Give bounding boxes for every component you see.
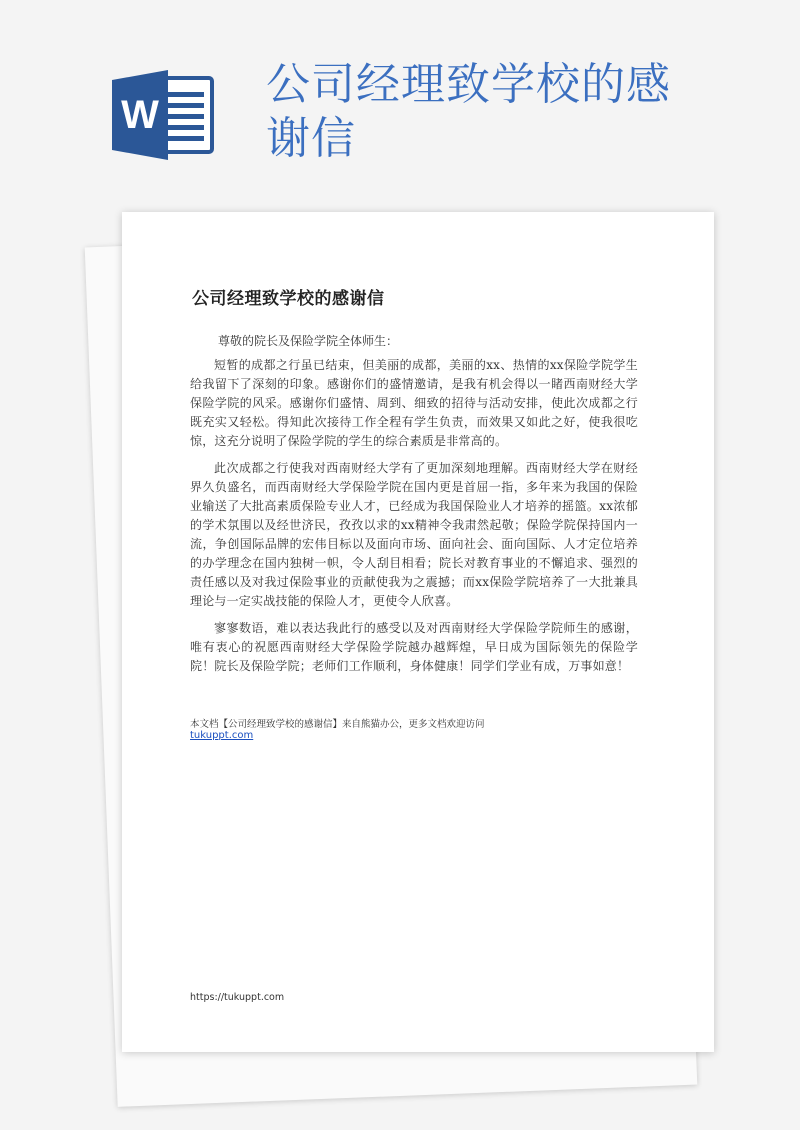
document-page: [122, 212, 714, 1052]
word-letter: W: [121, 93, 159, 137]
source-footnote: 本文档【公司经理致学校的感谢信】来自熊猫办公，更多文档欢迎访问: [190, 719, 485, 730]
letter-body: [190, 356, 638, 684]
paragraph-2: 此次成都之行使我对西南财经大学有了更加深刻地理解。西南财经大学在财经界久负盛名，而西南财经大学保险学院在国内更是首屈一指，多年来为我国的保险业输送了大批高素质保险专业人才，已经成为我国保险业人才培养的摇篮。xx浓郁的学术氛围以及经世济民，孜孜以求的xx精神令我肃然起敬；保险学院保持国内一流，争创国际品牌的宏伟目标以及面向市场、面向社会、面向国际、人才定位培养的办学理念在国内独树一帜，令人刮目相看；院长对教育事业的不懈追求、强烈的责任感以及对我过保险事业的贡献使我为之震撼；而xx保险学院培养了一大批兼具理论与一定实战技能的保险人才，更使令人欣喜。: [190, 461, 638, 608]
paragraph-3: 寥寥数语，难以表达我此行的感受以及对西南财经大学保险学院师生的感谢，唯有衷心的祝愿西南财经大学保险学院越办越辉煌，早日成为国际领先的保险学院！院长及保险学院；老师们工作顺利，身体健康！同学们学业有成，万事如意！: [190, 621, 638, 673]
bottom-url: https://tukuppt.com: [190, 992, 285, 1003]
word-doc-icon: [112, 70, 216, 160]
page-title: 公司经理致学校的感谢信: [266, 59, 671, 164]
source-link[interactable]: tukuppt.com: [190, 730, 254, 741]
letter-greeting: 尊敬的院长及保险学院全体师生：: [218, 334, 399, 348]
document-title: 公司经理致学校的感谢信: [192, 289, 385, 309]
page-header: [0, 0, 800, 210]
paragraph-1: 短暂的成都之行虽已结束，但美丽的成都，美丽的xx、热情的xx保险学院学生给我留下了深刻的印象。感谢你们的盛情邀请，是我有机会得以一睹西南财经大学保险学院的风采。感谢你们盛情、周到、细致的招待与活动安排，使此次成都之行既充实又轻松。得知此次接待工作全程有学生负责，而效果又如此之好，使我很吃惊，这充分说明了保险学院的学生的综合素质是非常高的。: [190, 358, 638, 448]
